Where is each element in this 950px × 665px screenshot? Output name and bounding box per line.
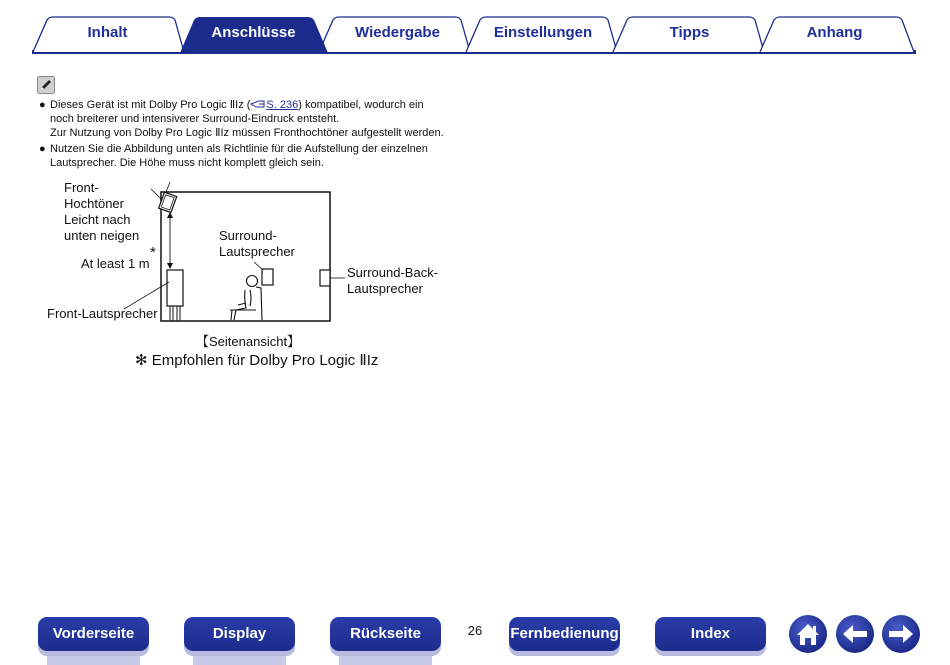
front-speaker-label: Front-Lautsprecher (47, 306, 158, 321)
bullet1-line3: Zur Nutzung von Dolby Pro Logic ⅡIz müssen Fronthochtöner aufgestellt werden. (50, 127, 444, 139)
bullet-marker: ● (39, 143, 46, 155)
tab-wiedergabe[interactable]: Wiedergabe (355, 24, 440, 41)
front-height-label-4: unten neigen (64, 228, 140, 243)
footnote: ✻ Empfohlen für Dolby Pro Logic ⅡIz (135, 352, 379, 369)
back-button[interactable] (836, 615, 874, 653)
diagram-caption: 【Seitenansicht】 (196, 334, 301, 349)
front-height-label-3: Leicht nach (64, 212, 131, 227)
tab-einstellungen[interactable]: Einstellungen (493, 24, 593, 41)
distance-label: At least 1 m (81, 256, 150, 271)
front-height-label-2: Hochtöner (64, 196, 124, 211)
surround-back-label-2: Lautsprecher (347, 281, 423, 296)
asterisk-mark: * (150, 244, 156, 261)
bullet2-line1: Nutzen Sie die Abbildung unten als Richtlinie für die Aufstellung der einzelnen (50, 143, 428, 155)
surround-speaker (262, 269, 273, 285)
tab-anschluesse[interactable]: Anschlüsse (211, 24, 296, 41)
surround-label-1: Surround- (219, 228, 277, 243)
back-arrow-icon (836, 615, 874, 653)
surround-label-2: Lautsprecher (219, 244, 295, 259)
front-height-label-1: Front- (64, 180, 99, 195)
vorderseite-button[interactable]: Vorderseite (38, 617, 149, 651)
nav-shadow (193, 651, 286, 665)
tab-tipps[interactable]: Tipps (669, 24, 710, 41)
tab-inhalt[interactable]: Inhalt (87, 24, 128, 41)
bullet1-line2: noch breiterer und intensiverer Surround-Eindruck entsteht. (50, 113, 340, 125)
bullet1-text-start: Dieses Gerät ist mit Dolby Pro Logic ⅡIz ( (50, 99, 251, 111)
surround-back-speaker (320, 270, 330, 286)
home-button[interactable] (789, 615, 827, 653)
bullet-marker: ● (39, 99, 46, 111)
rueckseite-button[interactable]: Rückseite (330, 617, 441, 651)
bullet2-line2: Lautsprecher. Die Höhe muss nicht komplett gleich sein. (50, 157, 324, 169)
forward-button[interactable] (882, 615, 920, 653)
home-icon (789, 615, 827, 653)
nav-shadow (339, 651, 432, 665)
index-button[interactable]: Index (655, 617, 766, 651)
tab-anhang[interactable]: Anhang (806, 24, 863, 41)
front-speaker (167, 270, 183, 306)
bullet1-text-end: ) kompatibel, wodurch ein (298, 99, 424, 111)
nav-shadow (47, 651, 140, 665)
fernbedienung-button[interactable]: Fernbedienung (509, 617, 620, 651)
page-reference-link[interactable]: S. 236 (266, 99, 299, 111)
display-button[interactable]: Display (184, 617, 295, 651)
page-number: 26 (467, 623, 483, 638)
surround-back-label-1: Surround-Back- (347, 265, 439, 280)
listener-figure (230, 276, 262, 321)
forward-arrow-icon (882, 615, 920, 653)
